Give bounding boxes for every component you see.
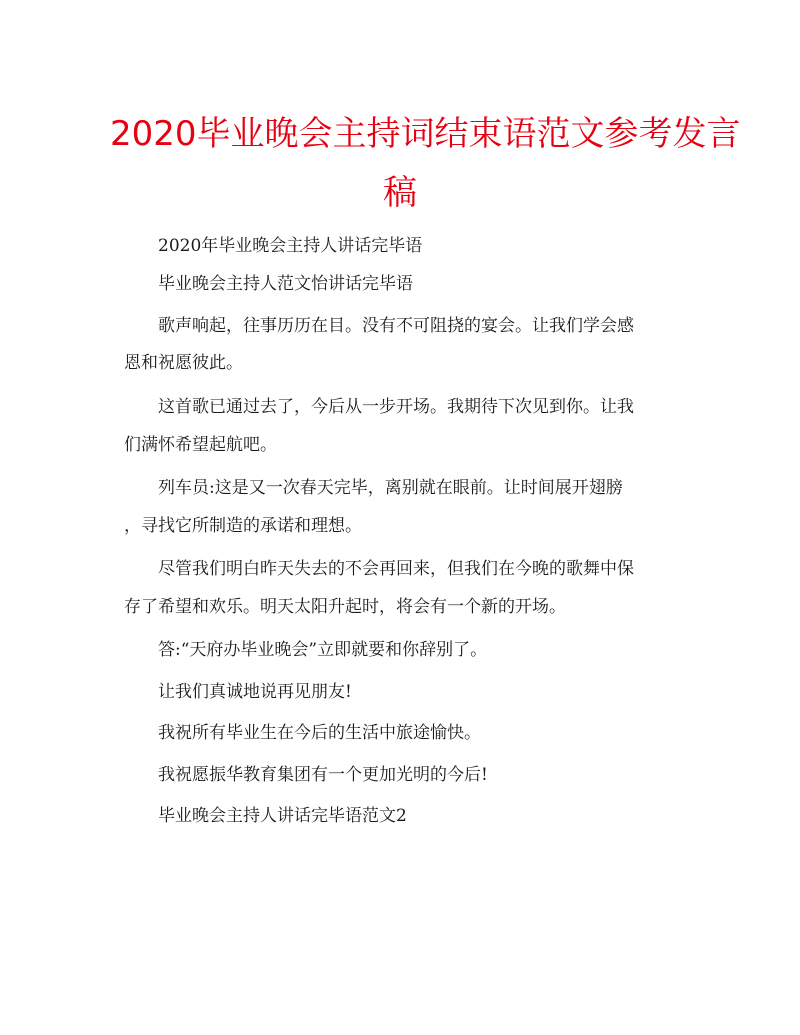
paragraph-line — [124, 715, 680, 751]
paragraph-line — [124, 308, 680, 344]
paragraph-line — [124, 551, 680, 587]
line-text: 我祝愿振华教育集团有一个更加光明的今后! — [158, 765, 488, 785]
line-text: 列车员:这是又一次春天完毕，离别就在眼前。让时间展开翅膀 — [158, 478, 623, 498]
line-text: 恩和祝愿彼此。 — [124, 353, 243, 373]
paragraph-line — [124, 228, 680, 264]
line-text: 歌声响起，往事历历在目。没有不可阻挠的宴会。让我们学会感 — [158, 316, 634, 336]
line-text: 答:“天府办毕业晚会”立即就要和你辞别了。 — [158, 640, 488, 660]
paragraph-line — [124, 470, 680, 506]
paragraph-line — [124, 674, 680, 710]
paragraph-line — [124, 589, 680, 625]
paragraph-line — [124, 427, 680, 463]
line-text: 2020年毕业晚会主持人讲话完毕语 — [158, 236, 423, 256]
paragraph-line — [124, 757, 680, 793]
line-text: 尽管我们明白昨天失去的不会再回来，但我们在今晚的歌舞中保 — [158, 559, 634, 579]
paragraph-line — [124, 389, 680, 425]
document-title-line-2: 稿 — [383, 173, 417, 213]
paragraph-line — [124, 508, 680, 544]
paragraph-line — [124, 266, 680, 302]
line-text: 毕业晚会主持人范文怡讲话完毕语 — [158, 274, 413, 294]
line-text: 毕业晚会主持人讲话完毕语范文2 — [158, 806, 407, 826]
document-title-line-1: 2020毕业晚会主持词结束语范文参考发言 — [110, 114, 741, 154]
paragraph-line — [124, 345, 680, 381]
paragraph-line — [124, 798, 680, 834]
line-text: 存了希望和欢乐。明天太阳升起时，将会有一个新的开场。 — [124, 597, 566, 617]
line-text: 让我们真诚地说再见朋友! — [158, 682, 352, 702]
line-text: 我祝所有毕业生在今后的生活中旅途愉快。 — [158, 723, 481, 743]
line-text: 这首歌已通过去了，今后从一步开场。我期待下次见到你。让我 — [158, 397, 634, 417]
line-text: ，寻找它所制造的承诺和理想。 — [124, 516, 362, 536]
line-text: 们满怀希望起航吧。 — [124, 435, 277, 455]
paragraph-line — [124, 632, 680, 668]
